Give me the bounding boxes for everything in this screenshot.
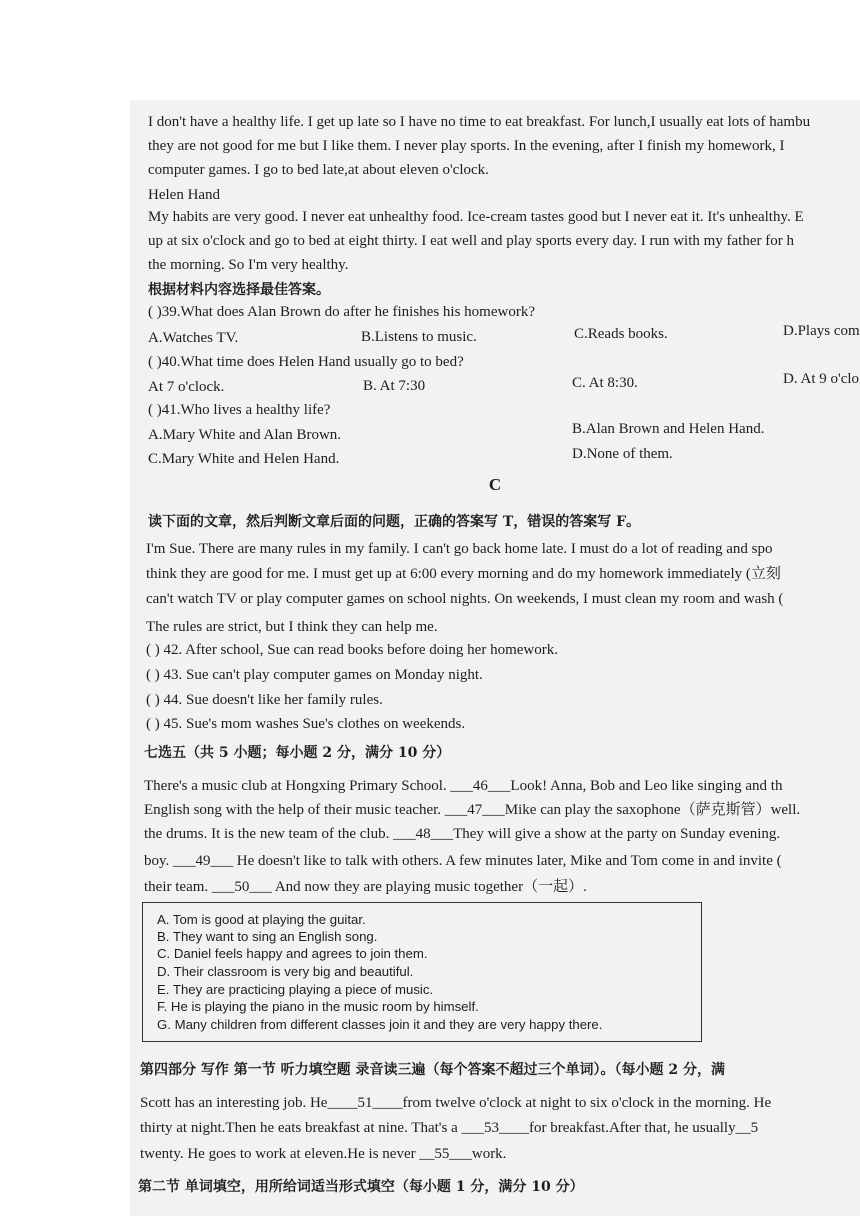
option-b: B. They want to sing an English song.	[157, 929, 378, 944]
option-41-d: D.None of them.	[572, 446, 673, 462]
question-44: ( ) 44. Sue doesn't like her family rules.	[146, 692, 383, 708]
listening-line: Scott has an interesting job. He____51____from twelve o'clock at night to six o'clock in the morning. He	[140, 1095, 772, 1111]
blank-51[interactable]: ____51____	[327, 1095, 403, 1111]
option-39-a: A.Watches TV.	[148, 330, 239, 346]
option-40-d: D. At 9 o'clo	[783, 371, 860, 387]
option-e: E. They are practicing playing a piece of music.	[157, 982, 434, 997]
section-c-label: C	[488, 475, 502, 494]
option-39-b: B.Listens to music.	[361, 329, 477, 345]
instruction-text: 根据材料内容选择最佳答案。	[148, 282, 330, 298]
passage-line: I'm Sue. There are many rules in my family. I can't go back home late. I must do a lot of reading and spo	[146, 541, 773, 557]
listening-line: thirty at night.Then he eats breakfast at nine. That's a ___53____for breakfast.After that, he usually__5	[140, 1120, 759, 1136]
option-c: C. Daniel feels happy and agrees to join them.	[157, 946, 428, 961]
option-40-a: At 7 o'clock.	[148, 379, 225, 395]
option-41-b: B.Alan Brown and Helen Hand.	[572, 421, 765, 437]
blank-53[interactable]: ___53____	[461, 1120, 529, 1136]
option-41-a: A.Mary White and Alan Brown.	[148, 427, 342, 443]
passage-line: The rules are strict, but I think they can help me.	[146, 619, 438, 635]
cloze-line: boy. ___49___ He doesn't like to talk with others. A few minutes later, Mike and Tom come in and invite (	[144, 853, 782, 869]
option-a: A. Tom is good at playing the guitar.	[157, 912, 366, 927]
exam-paper-sheet	[130, 100, 860, 1216]
blank-55[interactable]: __55___	[419, 1146, 472, 1162]
question-45: ( ) 45. Sue's mom washes Sue's clothes on weekends.	[146, 716, 466, 732]
cloze-line: the drums. It is the new team of the club. ___48___They will give a show at the party on Sunday evening.	[144, 826, 781, 842]
option-40-b: B. At 7:30	[363, 378, 426, 394]
passage-line: I don't have a healthy life. I get up late so I have no time to eat breakfast. For lunch,I usually eat lots of hambu	[148, 114, 811, 130]
option-40-c: C. At 8:30.	[572, 375, 638, 391]
section-c-instruction: 读下面的文章，然后判断文章后面的问题，正确的答案写 T，错误的答案写 F。	[148, 514, 641, 530]
cloze-line: There's a music club at Hongxing Primary School. ___46___Look! Anna, Bob and Leo like singing and th	[144, 778, 783, 794]
part4-title: 第四部分 写作 第一节 听力填空题 录音读三遍（每个答案不超过三个单词）。（每小题 2 分，满	[140, 1062, 725, 1078]
passage-line: up at six o'clock and go to bed at eight thirty. I eat well and play sports every day. I run with my father for h	[148, 233, 794, 249]
blank-46[interactable]: ___46___	[450, 778, 511, 794]
blank-49[interactable]: ___49___	[173, 853, 234, 869]
question-39: ( )39.What does Alan Brown do after he finishes his homework?	[148, 304, 535, 320]
option-f: F. He is playing the piano in the music room by himself.	[157, 999, 479, 1014]
seven-five-title: 七选五（共 5 小题；每小题 2 分，满分 10 分）	[144, 745, 451, 761]
blank-54[interactable]: __5	[735, 1120, 759, 1136]
question-42: ( ) 42. After school, Sue can read books before doing her homework.	[146, 642, 558, 658]
option-d: D. Their classroom is very big and beautiful.	[157, 964, 414, 979]
blank-48[interactable]: ___48___	[393, 826, 454, 842]
passage-line: computer games. I go to bed late,at about eleven o'clock.	[148, 162, 489, 178]
option-39-d: D.Plays com	[783, 323, 860, 339]
question-40: ( )40.What time does Helen Hand usually go to bed?	[148, 354, 464, 370]
question-41: ( )41.Who lives a healthy life?	[148, 402, 331, 418]
listening-line: twenty. He goes to work at eleven.He is never __55___work.	[140, 1146, 507, 1162]
option-41-c: C.Mary White and Helen Hand.	[148, 451, 340, 467]
speaker-name: Helen Hand	[148, 187, 221, 203]
cloze-line: their team. ___50___ And now they are playing music together（一起）.	[144, 879, 587, 895]
passage-line: My habits are very good. I never eat unhealthy food. Ice-cream tastes good but I never eat it. It's unhealthy. E	[148, 209, 804, 225]
option-39-c: C.Reads books.	[574, 326, 668, 342]
cloze-line: English song with the help of their music teacher. ___47___Mike can play the saxophone（萨克斯管）well.	[144, 802, 801, 818]
passage-line: can't watch TV or play computer games on school nights. On weekends, I must clean my room and wash (	[146, 591, 784, 607]
options-box	[142, 902, 702, 1042]
blank-47[interactable]: ___47___	[444, 802, 505, 818]
question-43: ( ) 43. Sue can't play computer games on Monday night.	[146, 667, 483, 683]
passage-line: the morning. So I'm very healthy.	[148, 257, 349, 273]
section2-title: 第二节 单词填空，用所给词适当形式填空（每小题 1 分，满分 10 分）	[138, 1179, 584, 1195]
blank-50[interactable]: ___50___	[211, 879, 272, 895]
passage-line: they are not good for me but I like them. I never play sports. In the evening, after I finish my homework, I	[148, 138, 785, 154]
option-g: G. Many children from different classes join it and they are very happy there.	[157, 1017, 603, 1032]
passage-line: think they are good for me. I must get up at 6:00 every morning and do my homework immediately (立刻	[146, 566, 781, 582]
